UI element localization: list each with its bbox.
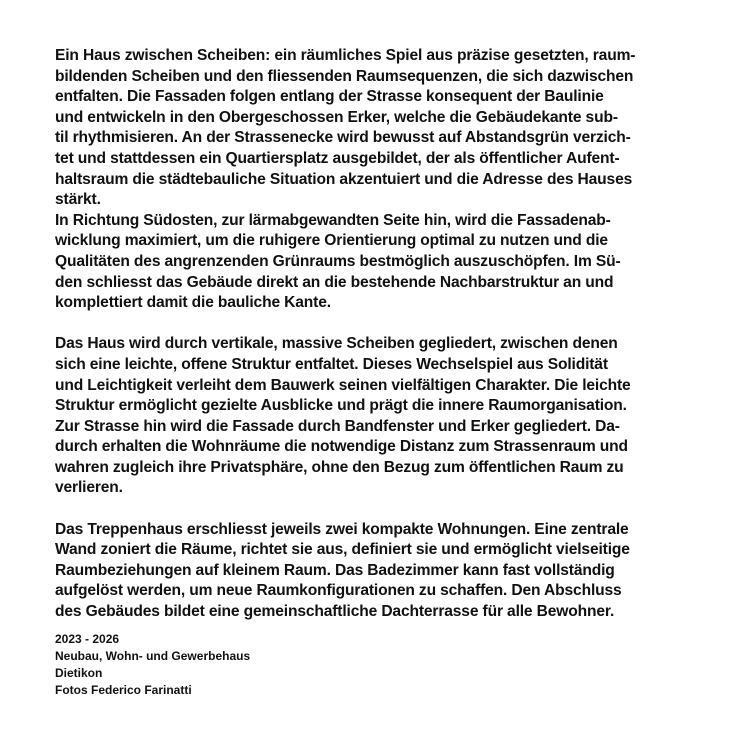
document-page: [55, 46, 687, 699]
photo-credit: Fotos Federico Farinatti: [55, 682, 192, 697]
paragraph-spacer: [55, 314, 687, 335]
paragraph-intro: Ein Haus zwischen Scheiben: ein räumliches Spiel aus präzise gesetzten, raum- bildenden Scheiben und den fliessenden Raumsequenzen, die sich dazwischen entfalten. Die Fassaden folgen entlang der Strasse konsequent der Baulinie und entwickeln in den Obergeschossen Erker, welche die Gebäudekante sub- til rhythmisieren. An der Strassenecke wird bewusst auf Abstandsgrün verzich- tet und stattdessen ein Quartiersplatz ausgebildet, der als öffentlicher Aufent- haltsraum die städtebauliche Situation akzentuiert und die Adresse des Hauses stärkt.: [55, 47, 636, 209]
project-location: Dietikon: [55, 665, 103, 680]
project-type: Neubau, Wohn- und Gewerbehaus: [55, 648, 251, 663]
paragraph-southeast: In Richtung Südosten, zur lärmabgewandten Seite hin, wird die Fassadenab- wicklung maximiert, um die ruhigere Orientierung optimal zu nutzen und die Qualitäten des angrenzenden Grünraums bestmöglich auszuschöpfen. Im Sü- den schliesst das Gebäude direkt an die bestehende Nachbarstruktur an und komplettiert damit die bauliche Kante.: [55, 211, 621, 312]
paragraph-stairwell: Das Treppenhaus erschliesst jeweils zwei kompakte Wohnungen. Eine zentrale Wand zoniert die Räume, richtet sie aus, definiert sie und ermöglicht vielseitige Raumbeziehungen auf kleinem Raum. Das Badezimmer kann fast vollständig aufgelöst werden, um neue Raumkonfigurationen zu schaffen. Den Abschluss des Gebäudes bildet eine gemeinschaftliche Dachterrasse für alle Bewohner.: [55, 520, 630, 621]
project-meta: [55, 631, 687, 699]
paragraph-structure: Das Haus wird durch vertikale, massive Scheiben gegliedert, zwischen denen sich eine leichte, offene Struktur entfaltet. Dieses Wechselspiel aus Solidität und Leichtigkeit verleiht dem Bauwerk seinen vielfältigen Charakter. Die leichte Struktur ermöglicht gezielte Ausblicke und prägt die innere Raumorganisation. Zur Strasse hin wird die Fassade durch Bandfenster und Erker gegliedert. Da- durch erhalten die Wohnräume die notwendige Distanz zum Strassenraum und wahren zugleich ihre Privatsphäre, ohne den Bezug zum öffentlichen Raum zu verlieren.: [55, 335, 631, 497]
project-years: 2023 - 2026: [55, 631, 120, 646]
paragraph-spacer: [55, 499, 687, 520]
